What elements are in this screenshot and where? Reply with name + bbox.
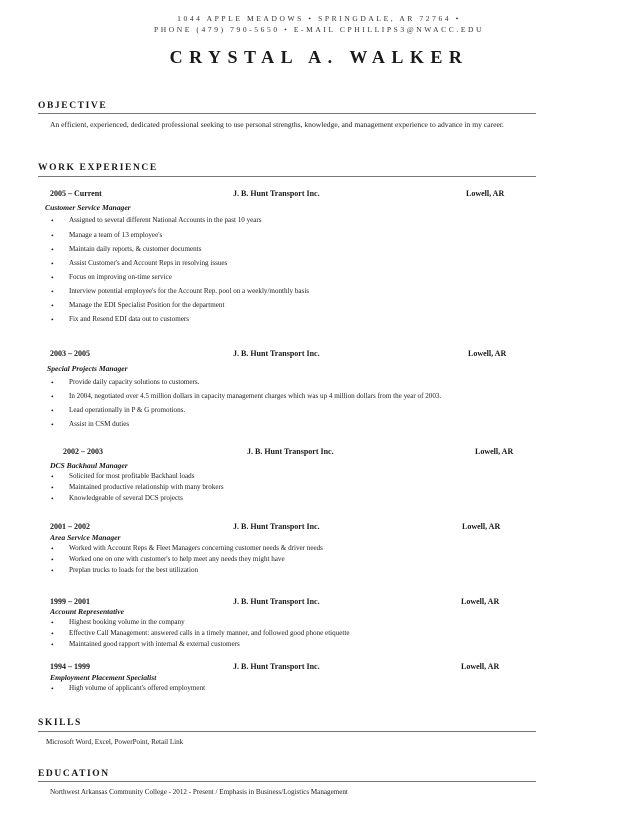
bullet-text: Maintain daily reports, & customer documents bbox=[69, 245, 202, 253]
bullet-icon: • bbox=[51, 315, 54, 324]
job-bullet bbox=[51, 544, 323, 553]
job-bullet bbox=[51, 392, 442, 401]
bullet-text: Lead operationally in P & G promotions. bbox=[69, 406, 186, 414]
bullet-icon: • bbox=[51, 392, 54, 401]
job-location: Lowell, AR bbox=[475, 447, 514, 456]
bullet-text: Worked with Account Reps & Fleet Managers concerning customer needs & driver needs bbox=[69, 544, 323, 552]
bullet-text: Effective Call Management: answered calls in a timely manner, and followed good phone etiquette bbox=[69, 629, 350, 637]
job-dates: 1999 – 2001 bbox=[50, 597, 90, 606]
bullet-icon: • bbox=[51, 472, 54, 481]
bullet-icon: • bbox=[51, 555, 54, 564]
job-company: J. B. Hunt Transport Inc. bbox=[247, 447, 334, 456]
job-bullet bbox=[51, 287, 310, 296]
bullet-icon: • bbox=[51, 420, 54, 429]
job-company: J. B. Hunt Transport Inc. bbox=[233, 522, 320, 531]
job-bullet bbox=[51, 406, 186, 415]
bullet-icon: • bbox=[51, 406, 54, 415]
job-location: Lowell, AR bbox=[468, 349, 507, 358]
bullet-text: Provide daily capacity solutions to customers. bbox=[69, 378, 200, 386]
job-bullet bbox=[51, 216, 262, 225]
bullet-icon: • bbox=[51, 231, 54, 240]
job-company: J. B. Hunt Transport Inc. bbox=[233, 349, 320, 358]
job-company: J. B. Hunt Transport Inc. bbox=[233, 189, 320, 198]
bullet-text: High volume of applicant's offered employment bbox=[69, 684, 206, 692]
bullet-icon: • bbox=[51, 544, 54, 553]
job-bullet bbox=[51, 566, 199, 575]
job-title: DCS Backhaul Manager bbox=[50, 461, 128, 470]
job-title: Customer Service Manager bbox=[45, 203, 131, 212]
job-location: Lowell, AR bbox=[461, 597, 500, 606]
bullet-text: Assigned to several different National Accounts in the past 10 years bbox=[69, 216, 262, 224]
bullet-icon: • bbox=[51, 640, 54, 649]
bullet-text: Manage the EDI Specialist Position for the department bbox=[69, 301, 225, 309]
objective-divider bbox=[38, 113, 536, 114]
bullet-icon: • bbox=[51, 216, 54, 225]
bullet-text: Highest booking volume in the company bbox=[69, 618, 185, 626]
job-location: Lowell, AR bbox=[466, 189, 505, 198]
job-bullet bbox=[51, 483, 224, 492]
job-title: Employment Placement Specialist bbox=[50, 673, 157, 682]
job-bullet bbox=[51, 555, 285, 564]
bullet-text: Maintained productive relationship with many brokers bbox=[69, 483, 224, 491]
education-divider bbox=[38, 781, 536, 782]
bullet-text: Solicited for most profitable Backhaul loads bbox=[69, 472, 195, 480]
education-text: Northwest Arkansas Community College - 2012 - Present / Emphasis in Business/Logistics Management bbox=[50, 788, 348, 796]
bullet-icon: • bbox=[51, 684, 54, 693]
job-bullet bbox=[51, 494, 183, 503]
bullet-icon: • bbox=[51, 378, 54, 387]
bullet-icon: • bbox=[51, 301, 54, 310]
job-bullet bbox=[51, 301, 225, 310]
bullet-text: Interview potential employee's for the Account Rep. pool on a weekly/monthly basis bbox=[69, 287, 310, 295]
bullet-icon: • bbox=[51, 287, 54, 296]
objective-heading: OBJECTIVE bbox=[38, 101, 108, 111]
bullet-text: Manage a team of 13 employee's bbox=[69, 231, 163, 239]
bullet-icon: • bbox=[51, 618, 54, 627]
bullet-text: Assist Customer's and Account Reps in resolving issues bbox=[69, 259, 228, 267]
contact-line: PHONE (479) 790-5650 • E-MAIL CPHILLIPS3@NWACC.EDU bbox=[153, 25, 485, 34]
job-company: J. B. Hunt Transport Inc. bbox=[233, 597, 320, 606]
job-dates: 2001 – 2002 bbox=[50, 522, 90, 531]
job-bullet bbox=[51, 472, 195, 481]
bullet-icon: • bbox=[51, 566, 54, 575]
job-dates: 2005 – Current bbox=[50, 189, 102, 198]
job-bullet bbox=[51, 640, 240, 649]
job-bullet bbox=[51, 629, 350, 638]
bullet-text: In 2004, negotiated over 4.5 million dollars in capacity management charges which was up 4 million dollars from the year of 2003. bbox=[69, 392, 442, 400]
address-line: 1044 APPLE MEADOWS • SPRINGDALE, AR 72764 • bbox=[177, 14, 461, 23]
education-heading: EDUCATION bbox=[38, 769, 110, 779]
bullet-icon: • bbox=[51, 483, 54, 492]
job-bullet bbox=[51, 684, 206, 693]
bullet-text: Focus on improving on-time service bbox=[69, 273, 172, 281]
job-bullet bbox=[51, 315, 189, 324]
bullet-icon: • bbox=[51, 273, 54, 282]
work-experience-divider bbox=[38, 176, 536, 177]
job-title: Account Representative bbox=[50, 607, 125, 616]
bullet-icon: • bbox=[51, 245, 54, 254]
job-title: Area Service Manager bbox=[50, 533, 121, 542]
job-dates: 2003 – 2005 bbox=[50, 349, 90, 358]
bullet-text: Worked one on one with customer's to help meet any needs they might have bbox=[69, 555, 285, 563]
skills-text: Microsoft Word, Excel, PowerPoint, Retail Link bbox=[46, 738, 184, 746]
work-experience-heading: WORK EXPERIENCE bbox=[38, 163, 158, 173]
skills-heading: SKILLS bbox=[38, 718, 82, 728]
job-location: Lowell, AR bbox=[462, 522, 501, 531]
bullet-text: Maintained good rapport with internal & external customers bbox=[69, 640, 240, 648]
job-title: Special Projects Manager bbox=[47, 364, 128, 373]
job-bullet bbox=[51, 378, 200, 387]
job-location: Lowell, AR bbox=[461, 662, 500, 671]
bullet-text: Fix and Resend EDI data out to customers bbox=[69, 315, 189, 323]
job-bullet bbox=[51, 273, 172, 282]
objective-text: An efficient, experienced, dedicated professional seeking to use personal strengths, knowledge, and management experience to advance in my career. bbox=[50, 120, 504, 129]
job-dates: 2002 – 2003 bbox=[63, 447, 103, 456]
job-dates: 1994 – 1999 bbox=[50, 662, 90, 671]
candidate-name: CRYSTAL A. WALKER bbox=[169, 47, 469, 67]
job-bullet bbox=[51, 231, 163, 240]
bullet-text: Preplan trucks to loads for the best utilization bbox=[69, 566, 199, 574]
job-bullet bbox=[51, 618, 185, 627]
bullet-text: Knowledgeable of several DCS projects bbox=[69, 494, 183, 502]
job-company: J. B. Hunt Transport Inc. bbox=[233, 662, 320, 671]
bullet-icon: • bbox=[51, 494, 54, 503]
bullet-icon: • bbox=[51, 629, 54, 638]
job-bullet bbox=[51, 259, 228, 268]
job-bullet bbox=[51, 420, 130, 429]
bullet-text: Assist in CSM duties bbox=[69, 420, 130, 428]
job-bullet bbox=[51, 245, 202, 254]
bullet-icon: • bbox=[51, 259, 54, 268]
skills-divider bbox=[38, 731, 536, 732]
